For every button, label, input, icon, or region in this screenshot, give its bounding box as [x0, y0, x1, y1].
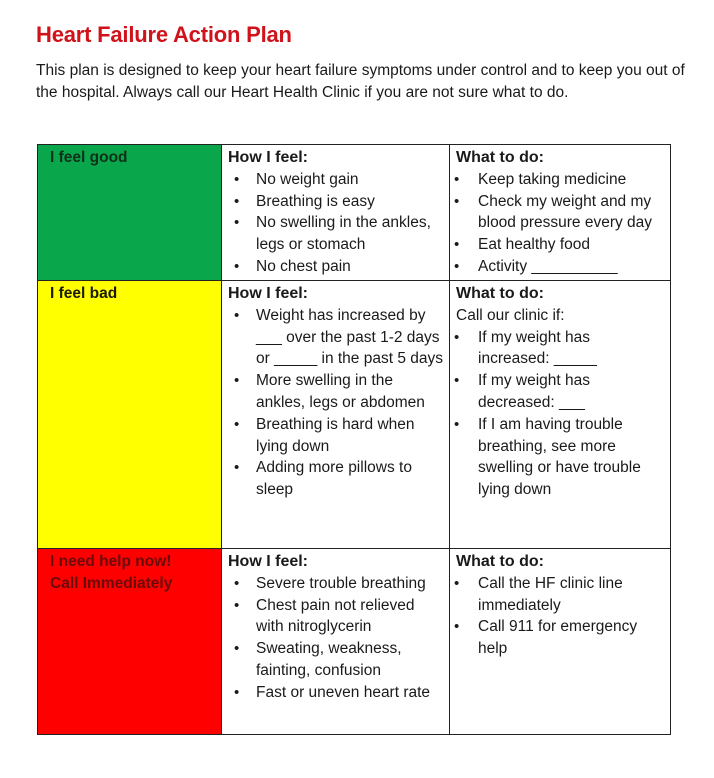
list-item: • Keep taking medicine: [456, 169, 664, 191]
what-to-do-cell: [450, 549, 671, 735]
list-item: • No swelling in the ankles, legs or stomach: [228, 212, 443, 256]
what-to-do-heading: What to do:: [456, 553, 544, 570]
zone-row-bad: [38, 281, 671, 549]
zone-label-cell-green: [38, 145, 222, 281]
list-item: • Fast or uneven heart rate: [228, 682, 443, 704]
zone-label: I feel good: [50, 149, 128, 166]
action-list: [456, 169, 664, 278]
zone-label-sub: Call Immediately: [50, 574, 173, 592]
list-item: • If my weight has decreased: ___: [456, 370, 664, 414]
action-list: [456, 573, 664, 660]
list-item: • If I am having trouble breathing, see more swelling or have trouble lying down: [456, 414, 664, 501]
list-item: • Sweating, weakness, fainting, confusion: [228, 638, 443, 682]
list-item: • Eat healthy food: [456, 234, 664, 256]
zone-label-cell-red: [38, 549, 222, 735]
list-item: • Check my weight and my blood pressure every day: [456, 191, 664, 235]
list-item: • Breathing is easy: [228, 191, 443, 213]
zone-row-good: [38, 145, 671, 281]
symptom-list: [228, 305, 443, 501]
list-item: • No chest pain: [228, 256, 443, 278]
list-item: • Weight has increased by ___ over the past 1-2 days or _____ in the past 5 days: [228, 305, 443, 370]
symptom-list: [228, 169, 443, 278]
list-item: • Call 911 for emergency help: [456, 616, 664, 660]
list-item: • Adding more pillows to sleep: [228, 457, 443, 501]
intro-paragraph: This plan is designed to keep your heart failure symptoms under control and to keep you out of the hospital. Always call our Heart Health Clinic if you are not sure what to do.: [36, 62, 685, 101]
how-i-feel-heading: How I feel:: [228, 285, 309, 302]
what-to-do-cell: [450, 281, 671, 549]
zone-label-cell-yellow: [38, 281, 222, 549]
action-list: [456, 327, 664, 501]
how-i-feel-heading: How I feel:: [228, 553, 309, 570]
what-to-do-cell: [450, 145, 671, 281]
zone-label: I need help now!: [50, 553, 172, 570]
call-clinic-intro: Call our clinic if:: [456, 306, 565, 324]
list-item: • Severe trouble breathing: [228, 573, 443, 595]
what-to-do-heading: What to do:: [456, 149, 544, 166]
list-item: • Call the HF clinic line immediately: [456, 573, 664, 617]
list-item: • More swelling in the ankles, legs or abdomen: [228, 370, 443, 414]
how-i-feel-cell: [222, 281, 450, 549]
list-item: • Chest pain not relieved with nitroglycerin: [228, 595, 443, 639]
list-item: • If my weight has increased: _____: [456, 327, 664, 371]
what-to-do-heading: What to do:: [456, 285, 544, 302]
how-i-feel-heading: How I feel:: [228, 149, 309, 166]
how-i-feel-cell: [222, 145, 450, 281]
symptom-list: [228, 573, 443, 704]
page-title: Heart Failure Action Plan: [36, 22, 292, 47]
how-i-feel-cell: [222, 549, 450, 735]
action-plan-table: [37, 144, 671, 735]
zone-label: I feel bad: [50, 285, 118, 302]
list-item: • No weight gain: [228, 169, 443, 191]
list-item: • Activity __________: [456, 256, 664, 278]
zone-row-help-now: [38, 549, 671, 735]
list-item: • Breathing is hard when lying down: [228, 414, 443, 458]
